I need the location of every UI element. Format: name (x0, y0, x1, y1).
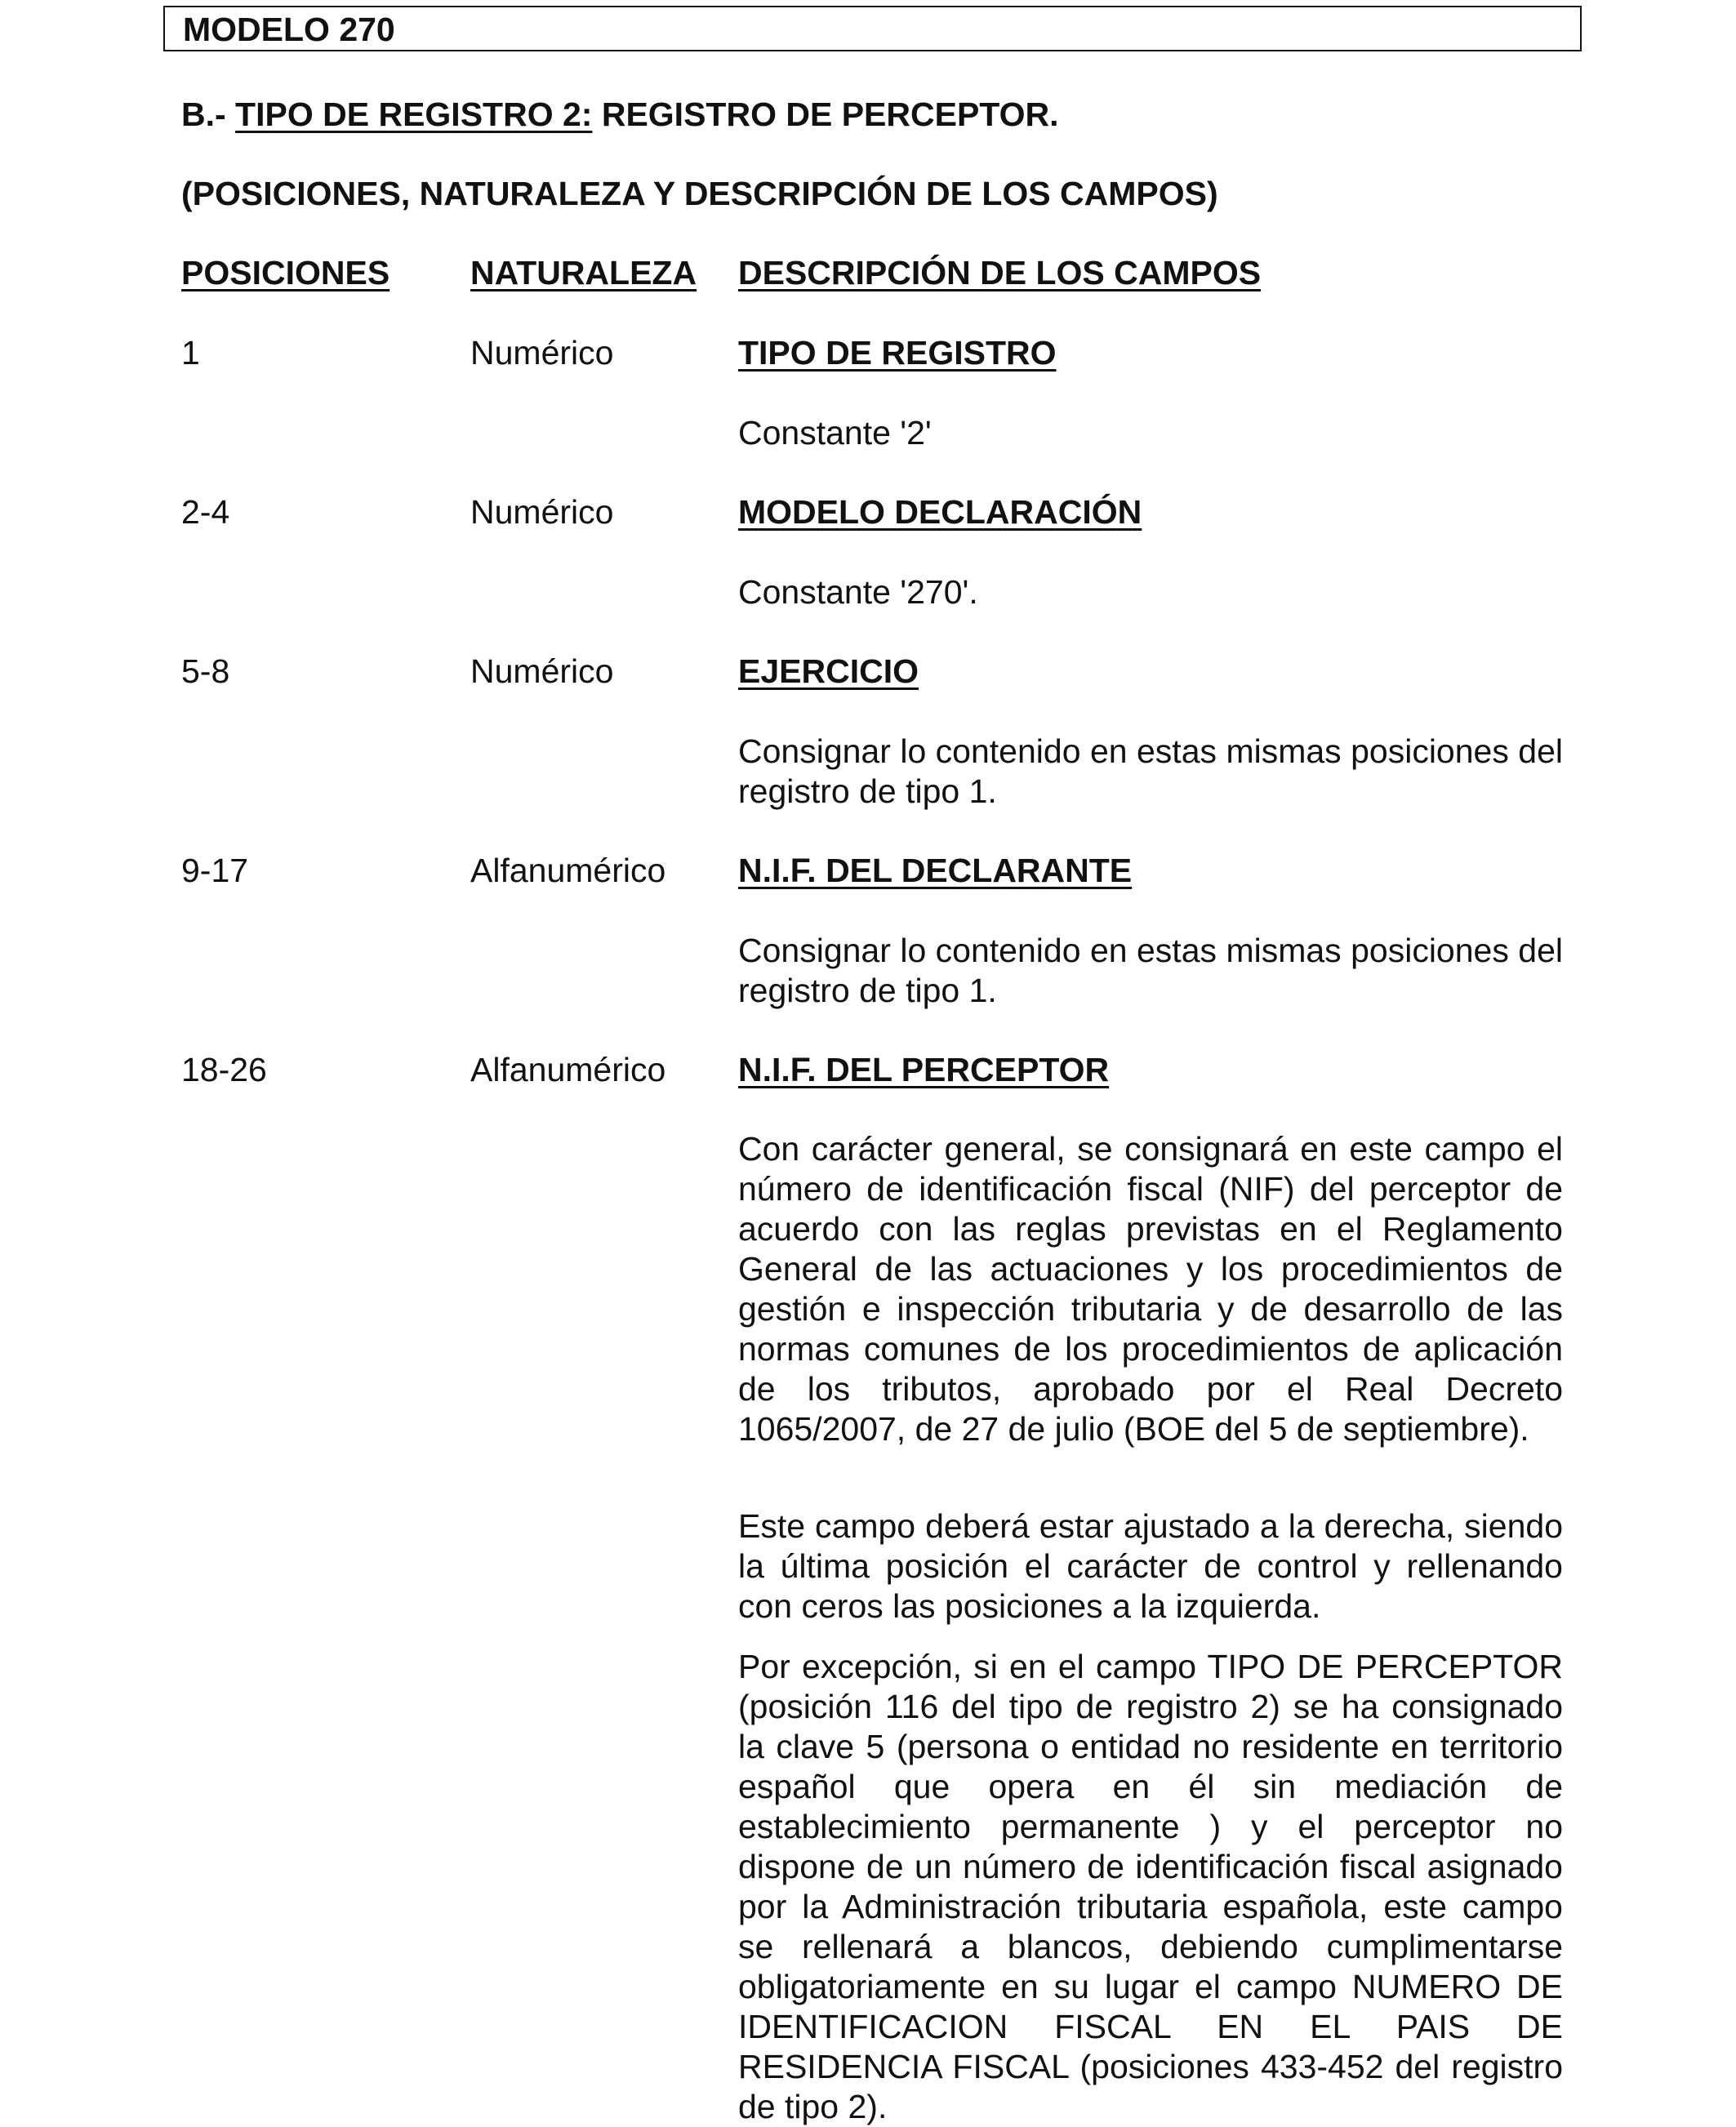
row-nature: Alfanumérico (470, 852, 666, 889)
row-field-name: N.I.F. DEL DECLARANTE (738, 852, 1133, 889)
row-description-paragraph: Este campo deberá estar ajustado a la derecha, siendo la última posición el carácter de control y rellenando con ceros las posiciones a la izquierda. (738, 1507, 1563, 1625)
row-field-name: N.I.F. DEL PERCEPTOR (738, 1051, 1110, 1088)
row-nature: Numérico (470, 652, 614, 690)
row-description: Constante '270'. (738, 573, 978, 611)
row-position: 9-17 (181, 852, 249, 889)
row-description-paragraph: Por excepción, si en el campo TIPO DE PERCEPTOR (posición 116 del tipo de registro 2) se ha consignado la clave 5 (persona o entidad no residente en territorio español que opera en él sin mediación de establecimiento permanente ) y el perceptor no dispone de un número de identificación fiscal asignado por la Administración tributaria española, este campo se rellenará a blancos, debiendo cumplimentarse obligatoriamente en su lugar el campo NUMERO DE IDENTIFICACION FISCAL EN EL PAIS DE RESIDENCIA FISCAL (posiciones 433-452 del registro de tipo 2). (738, 1648, 1563, 2125)
row-position: 2-4 (181, 493, 230, 531)
row-description: Consignar lo contenido en estas mismas posiciones del registro de tipo 1. (738, 932, 1563, 1009)
row-nature: Numérico (470, 334, 614, 372)
row-field-name: EJERCICIO (738, 652, 919, 690)
row-position: 5-8 (181, 652, 230, 690)
row-position: 18-26 (181, 1051, 267, 1088)
column-header-nature: NATURALEZA (470, 254, 697, 291)
section-underlined: TIPO DE REGISTRO 2: (235, 96, 593, 133)
section-rest: REGISTRO DE PERCEPTOR. (592, 96, 1059, 133)
model-header: MODELO 270 (163, 6, 1582, 51)
row-position: 1 (181, 334, 200, 372)
column-header-description: DESCRIPCIÓN DE LOS CAMPOS (738, 254, 1262, 291)
section-title (181, 94, 1059, 135)
column-header-positions: POSICIONES (181, 254, 390, 291)
section-subtitle: (POSICIONES, NATURALEZA Y DESCRIPCIÓN DE LOS CAMPOS) (181, 175, 1218, 212)
row-field-name: MODELO DECLARACIÓN (738, 493, 1142, 531)
row-description-paragraph: Con carácter general, se consignará en este campo el número de identificación fiscal (NIF) del perceptor de acuerdo con las reglas previstas en el Reglamento General de las actuaciones y los procedimientos de gestión e inspección tributaria y de desarrollo de las normas comunes de los procedimientos de aplicación de los tributos, aprobado por el Real Decreto 1065/2007, de 27 de julio (BOE del 5 de septiembre). (738, 1130, 1563, 1448)
row-description: Consignar lo contenido en estas mismas posiciones del registro de tipo 1. (738, 732, 1563, 810)
row-nature: Numérico (470, 493, 614, 531)
row-field-name: TIPO DE REGISTRO (738, 334, 1057, 372)
section-prefix: B.- (181, 96, 236, 133)
row-nature: Alfanumérico (470, 1051, 666, 1088)
row-description: Constante '2' (738, 414, 932, 452)
